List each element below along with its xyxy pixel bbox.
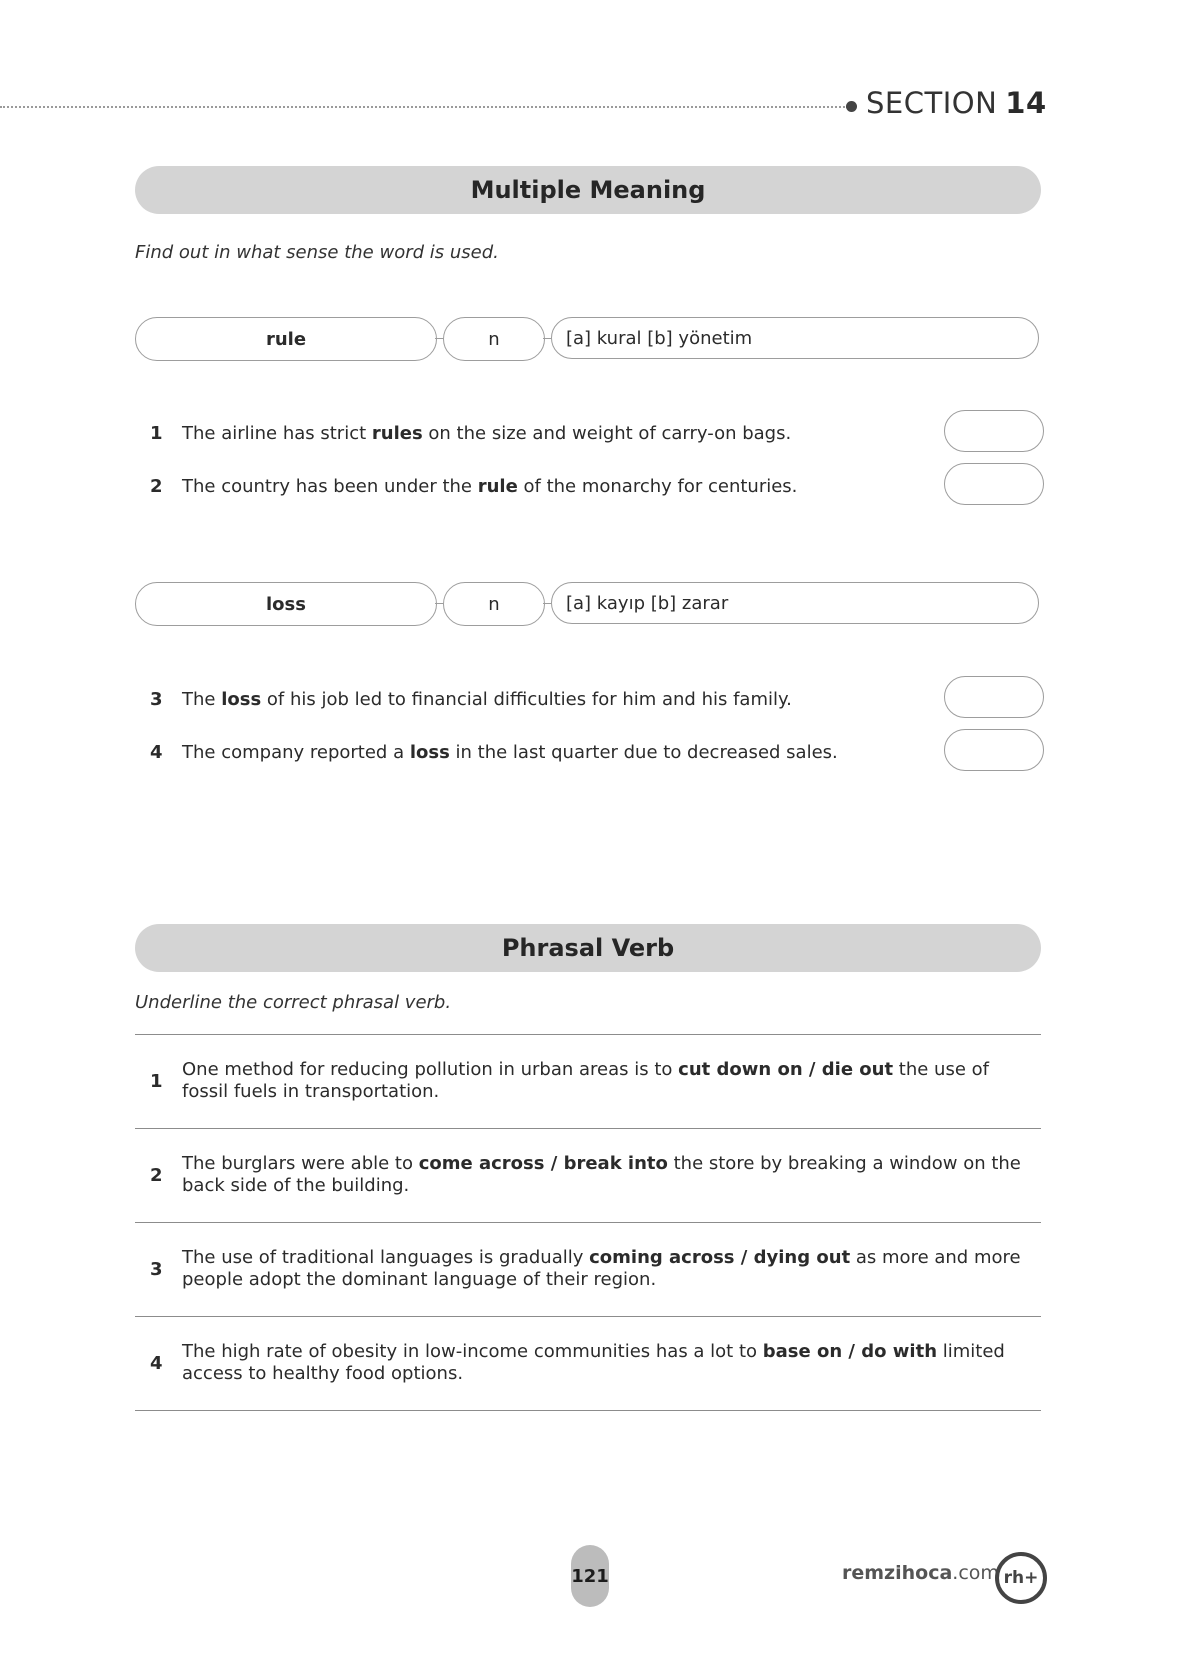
phrasal-verb-title: Phrasal Verb [135, 924, 1041, 972]
word-entry-loss [135, 582, 1041, 626]
sentence-text: The loss of his job led to financial difficulties for him and his family. [182, 689, 792, 710]
word-pill: rule [135, 317, 437, 361]
connector-line [435, 338, 443, 339]
sentence-number: 3 [150, 689, 163, 710]
sentence-item [150, 423, 791, 444]
sentence-number: 4 [150, 742, 163, 763]
word-entry-rule [135, 317, 1041, 361]
sentence-text: The airline has strict rules on the size and weight of carry-on bags. [182, 423, 792, 444]
sentence-item [150, 689, 792, 710]
item-text[interactable]: One method for reducing pollution in urban areas is to cut down on / die out the use of fossil fuels in transportation. [182, 1059, 989, 1102]
connector-line [543, 338, 551, 339]
section-number: 14 [1005, 86, 1047, 120]
sentence-text: The company reported a loss in the last quarter due to decreased sales. [182, 742, 838, 763]
phrasal-verb-instruction: Underline the correct phrasal verb. [135, 992, 452, 1013]
phrasal-item [135, 1316, 1041, 1410]
sentence-number: 2 [150, 476, 163, 497]
item-text[interactable]: The burglars were able to come across / break into the store by breaking a window on the back side of the building. [182, 1153, 1021, 1196]
brand-text: remzihoca.com [842, 1562, 999, 1584]
meanings-pill: [a] kural [b] yönetim [551, 317, 1039, 359]
answer-box[interactable] [944, 410, 1044, 452]
sentence-item [150, 476, 797, 497]
multiple-meaning-instruction: Find out in what sense the word is used. [135, 242, 499, 263]
header-dotted-line [0, 106, 848, 108]
sentence-number: 1 [150, 423, 163, 444]
part-of-speech-pill: n [443, 317, 545, 361]
meanings-pill: [a] kayıp [b] zarar [551, 582, 1039, 624]
item-number: 1 [150, 1070, 163, 1092]
sentence-item [150, 742, 838, 763]
item-number: 4 [150, 1352, 163, 1374]
sentence-text: The country has been under the rule of the monarchy for centuries. [182, 476, 798, 497]
part-of-speech-pill: n [443, 582, 545, 626]
brand-logo-icon: rh+ [995, 1552, 1047, 1604]
item-text[interactable]: The high rate of obesity in low-income communities has a lot to base on / do with limited access to healthy food options. [182, 1341, 1005, 1384]
phrasal-item [135, 1222, 1041, 1316]
item-number: 2 [150, 1164, 163, 1186]
multiple-meaning-title: Multiple Meaning [135, 166, 1041, 214]
phrasal-item [135, 1128, 1041, 1222]
section-label: SECTION [866, 86, 998, 120]
bullet-dot-icon [846, 101, 857, 112]
item-text[interactable]: The use of traditional languages is gradually coming across / dying out as more and more people adopt the dominant language of their region. [182, 1247, 1021, 1290]
answer-box[interactable] [944, 729, 1044, 771]
section-heading [866, 86, 1047, 120]
phrasal-item [135, 1034, 1041, 1128]
connector-line [543, 603, 551, 604]
word-pill: loss [135, 582, 437, 626]
connector-line [435, 603, 443, 604]
page-number: 121 [571, 1545, 609, 1607]
answer-box[interactable] [944, 463, 1044, 505]
divider [135, 1410, 1041, 1411]
answer-box[interactable] [944, 676, 1044, 718]
item-number: 3 [150, 1258, 163, 1280]
